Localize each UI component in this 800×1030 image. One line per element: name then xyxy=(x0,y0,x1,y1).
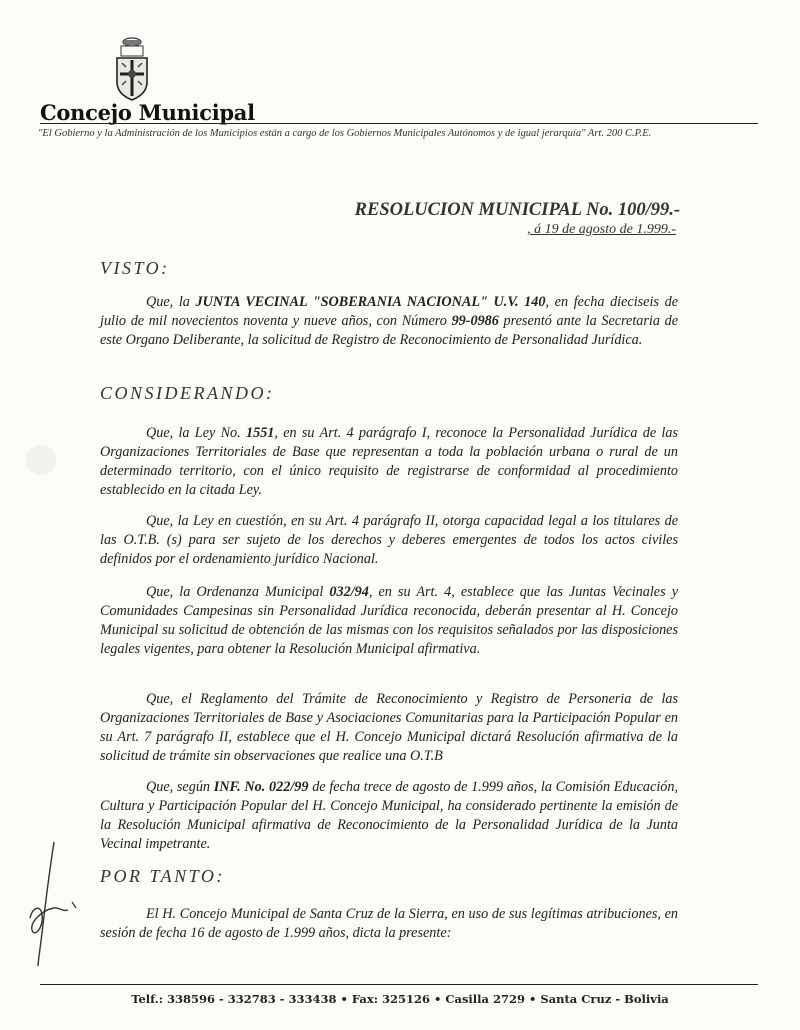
por-tanto-paragraph: El H. Concejo Municipal de Santa Cruz de la Sierra, en uso de sus legítimas atribuciones, en sesión de fecha 16 de agosto de 1.999 años, dicta la presente: xyxy=(100,906,678,941)
header-motto: "El Gobierno y la Administración de los Municipios están a cargo de los Gobiernos Municipales Autónomos y de igual jerarquía" Art. 200 C.P.E. xyxy=(38,128,652,139)
coat-of-arms-icon xyxy=(112,36,152,102)
footer-contact-info: Telf.: 338596 - 332783 - 333438 • Fax: 325126 • Casilla 2729 • Santa Cruz - Bolivia xyxy=(131,992,669,1006)
handwritten-initials-signature xyxy=(20,838,90,968)
section-heading-por-tanto: POR TANTO: xyxy=(100,866,225,886)
resolution-title: RESOLUCION MUNICIPAL No. 100/99.- xyxy=(354,200,680,220)
resolution-date: , á 19 de agosto de 1.999.- xyxy=(527,222,676,237)
footer-divider xyxy=(40,984,758,985)
visto-paragraph: Que, la JUNTA VECINAL "SOBERANIA NACIONAL" U.V. 140, en fecha dieciseis de julio de mil novecientos noventa y nueve años, con Número 99-0986 presentó ante la Secretaria de este Organo Deliberante, la solicitud de Registro de Reconocimiento de Personalidad Jurídica. xyxy=(100,294,678,348)
section-heading-visto: VISTO: xyxy=(100,258,170,278)
considerando-paragraph-5: Que, según INF. No. 022/99 de fecha trece de agosto de 1.999 años, la Comisión Educación, Cultura y Participación Popular del H. Concejo Municipal, ha considerado pertinente la emisión de la Resolución Municipal afirmativa de Reconocimiento de la Personalidad Jurídica de la Junta Vecinal impetrante. xyxy=(100,779,678,852)
section-heading-considerando: CONSIDERANDO: xyxy=(100,383,275,403)
considerando-paragraph-4: Que, el Reglamento del Trámite de Reconocimiento y Registro de Personeria de las Organizaciones Territoriales de Base y Asociaciones Comunitarias para la Participación Popular en su Art. 7 parágrafo II, establece que el H. Concejo Municipal dictará Resolución afirmativa de la solicitud de trámite sin observaciones que realice una O.T.B xyxy=(100,691,678,764)
header-divider xyxy=(40,123,758,124)
organization-name: Concejo Municipal xyxy=(40,100,255,125)
considerando-paragraph-3: Que, la Ordenanza Municipal 032/94, en su Art. 4, establece que las Juntas Vecinales y Comunidades Campesinas sin Personalidad Jurídica reconocida, deberán presentar al H. Concejo Municipal su solicitud de obtención de las mismas con los requisitos señalados por las disposiciones legales vigentes, para obtener la Resolución Municipal afirmativa. xyxy=(100,584,679,657)
binder-punch-hole xyxy=(26,445,56,475)
considerando-paragraph-1: Que, la Ley No. 1551, en su Art. 4 parágrafo I, reconoce la Personalidad Jurídica de las Organizaciones Territoriales de Base que representan a toda la población urbana o rural de un determinado territorio, con el único requisito de registrarse de conformidad al procedimiento establecido en la citada Ley. xyxy=(100,425,678,498)
considerando-paragraph-2: Que, la Ley en cuestión, en su Art. 4 parágrafo II, otorga capacidad legal a los titulares de las O.T.B. (s) para ser sujeto de los derechos y deberes emergentes de todos los actos civiles definidos por el ordenamiento jurídico Nacional. xyxy=(100,513,678,567)
